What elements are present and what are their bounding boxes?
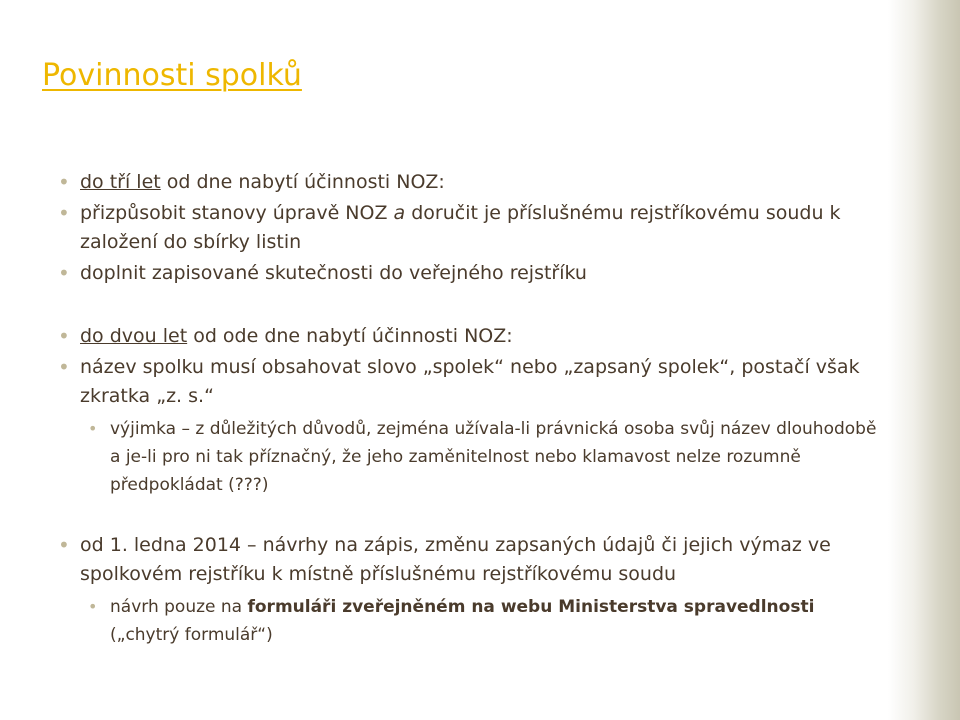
block2-heading-rest: od ode dne nabytí účinnosti NOZ: <box>187 325 513 347</box>
bullet-block1-heading <box>58 168 888 197</box>
subbullet-block3-item1 <box>88 593 888 649</box>
block3-subitem1-part-a: návrh pouze na <box>110 597 248 617</box>
block1-item2-text: doplnit zapisované skutečnosti do veřejného rejstříku <box>80 262 587 284</box>
block1-item1-italic: a <box>393 202 406 224</box>
bullet-block3-item1 <box>58 531 888 589</box>
block2-heading-underlined: do dvou let <box>80 325 188 347</box>
block1-item1-part-a: přizpůsobit stanovy úpravě NOZ <box>80 202 394 224</box>
side-decoration-strip <box>888 0 960 720</box>
block1-heading-rest: od dne nabytí účinnosti NOZ: <box>160 171 445 193</box>
block3-subitem1-part-c: („chytrý formulář“) <box>110 625 273 645</box>
subbullet-block2-item1 <box>88 415 888 499</box>
block3-subitem1-bold: formuláři zveřejněném na webu Ministerstva spravedlnosti <box>247 597 815 617</box>
slide-title: Povinnosti spolků <box>42 58 302 93</box>
block2-subitem1-text: výjimka – z důležitých důvodů, zejména užívala-li právnická osoba svůj název dlouhodobě a je-li pro ni tak příznačný, že jeho zaměnitelnost nebo klamavost nelze rozumně předpokládat (???) <box>110 419 877 495</box>
block1-heading-underlined: do tří let <box>80 171 161 193</box>
bullet-block2-item1 <box>58 353 888 411</box>
bullet-block1-item1 <box>58 199 888 257</box>
slide-content <box>58 168 888 649</box>
block2-item1-text: název spolku musí obsahovat slovo „spolek“ nebo „zapsaný spolek“, postačí však zkratka „z. s.“ <box>80 356 860 407</box>
bullet-block1-item2 <box>58 259 888 288</box>
block3-item1-text: od 1. ledna 2014 – návrhy na zápis, změnu zapsaných údajů či jejich výmaz ve spolkovém rejstříku k místně příslušnému rejstříkovému soudu <box>80 534 831 585</box>
block1-item1-part-b: doručit je příslušnému rejstříkovému soudu k založení do sbírky listin <box>80 202 841 253</box>
bullet-block2-heading <box>58 322 888 351</box>
